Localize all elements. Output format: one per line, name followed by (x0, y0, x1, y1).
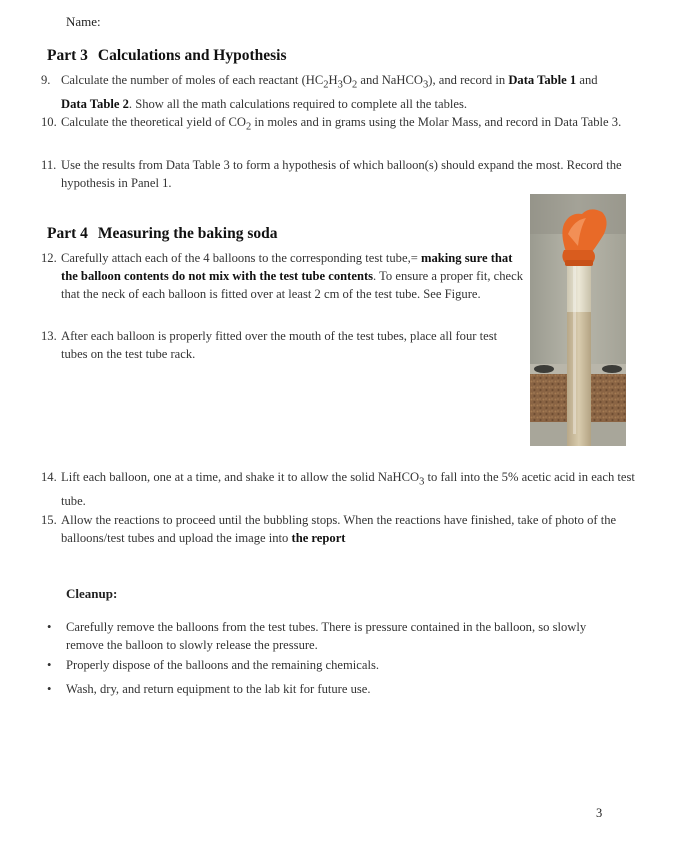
cleanup-item: • Carefully remove the balloons from the test tubes. There is pressure contained in the balloon, so slowly remove the balloon to slowly release the pressure. (47, 620, 587, 652)
cleanup-item: • Wash, dry, and return equipment to the lab kit for future use. (47, 682, 371, 696)
part-3-heading (47, 47, 287, 65)
step-10: 10. Calculate the theoretical yield of $CO_2$ in moles and in grams using the Molar Mass, and record in Data Table 3. (41, 115, 622, 133)
page-number: 3 (596, 806, 603, 820)
cleanup-heading: Cleanup: (66, 586, 118, 601)
cleanup-item: • Properly dispose of the balloons and the remaining chemicals. (47, 658, 380, 672)
step-14: 14. Lift each balloon, one at a time, and shake it to allow the solid NaHCO$_3$ to fall into the 5% acetic acid in each test tube. (41, 470, 635, 508)
part-3-number: Part 3 (47, 47, 88, 64)
part-4-heading (47, 225, 277, 243)
step-12: 12. Carefully attach each of the 4 balloons to the corresponding test tube,= making sure that the balloon contents do not mix with the test tube contents. To ensure a proper fit, check that the neck of each balloon is fitted over at least 2 cm of the test tube. See Figure. (41, 251, 523, 301)
balloon-test-tube-figure (530, 194, 626, 446)
balloon-on-test-tube-photo-icon (530, 194, 626, 446)
step-13: 13. After each balloon is properly fitted over the mouth of the test tubes, place all four test tubes on the test tube rack. (41, 329, 498, 361)
step-11: 11. Use the results from Data Table 3 to form a hypothesis of which balloon(s) should expand the most. Record the hypothesis in Panel 1. (41, 158, 622, 190)
step-15: 15. Allow the reactions to proceed until the bubbling stops. When the reactions have finished, take of photo of the balloons/test tubes and upload the image into the report (41, 513, 617, 545)
part-4-number: Part 4 (47, 225, 88, 242)
part-4-title: Measuring the baking soda (97, 225, 278, 242)
part-3-title: Calculations and Hypothesis (97, 47, 287, 64)
name-label: Name: (66, 14, 101, 29)
step-9: 9. Calculate the number of moles of each reactant ($HC_2H_3O_2$ and NaHCO$_3$), and record in Data Table 1 and Data Table 2. Show all the math calculations required to complete all the tables. (41, 73, 598, 111)
